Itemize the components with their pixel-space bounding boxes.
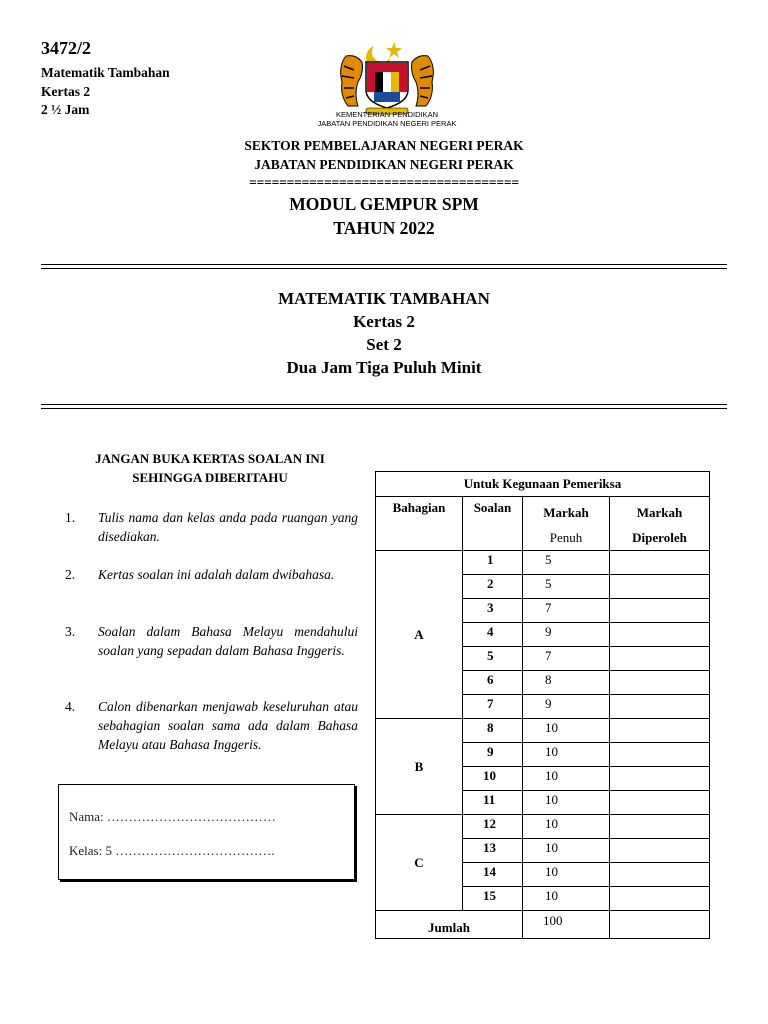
full-marks: 10	[523, 815, 610, 839]
divider	[41, 264, 727, 265]
paper-duration: Dua Jam Tiga Puluh Minit	[286, 358, 482, 377]
marks-obtained-cell[interactable]	[610, 551, 710, 575]
full-marks: 10	[523, 719, 610, 743]
year-title: TAHUN 2022	[333, 218, 435, 238]
instruction-item	[65, 508, 358, 546]
full-marks: 7	[523, 599, 610, 623]
warning-line-2: SEHINGGA DIBERITAHU	[132, 470, 288, 485]
divider	[41, 408, 727, 409]
marks-obtained-cell[interactable]	[610, 815, 710, 839]
marks-obtained-cell[interactable]	[610, 647, 710, 671]
sector-line-2: JABATAN PENDIDIKAN NEGERI PERAK	[254, 157, 514, 172]
total-full-marks: 100	[523, 911, 610, 939]
subject-info	[41, 64, 170, 120]
paper-number: Kertas 2	[41, 83, 91, 99]
paper-number-title: Kertas 2	[353, 312, 415, 331]
question-number: 9	[463, 743, 523, 767]
question-number: 15	[463, 887, 523, 911]
marks-obtained-cell[interactable]	[610, 671, 710, 695]
marks-obtained-cell[interactable]	[610, 743, 710, 767]
marks-obtained-cell[interactable]	[610, 719, 710, 743]
full-marks: 9	[523, 695, 610, 719]
question-number: 10	[463, 767, 523, 791]
divider	[41, 268, 727, 269]
question-number: 8	[463, 719, 523, 743]
question-number: 5	[463, 647, 523, 671]
sector-line-1: SEKTOR PEMBELAJARAN NEGERI PERAK	[244, 138, 524, 153]
marks-obtained-cell[interactable]	[610, 863, 710, 887]
instruction-number: 2.	[65, 567, 76, 582]
col-header-bahagian: Bahagian	[376, 497, 463, 551]
instruction-number: 1.	[65, 510, 76, 525]
instruction-text: Kertas soalan ini adalah dalam dwibahasa.	[98, 567, 335, 582]
marks-obtained-cell[interactable]	[610, 599, 710, 623]
instruction-text: Calon dibenarkan menjawab keseluruhan atau sebahagian soalan sama ada dalam Bahasa Melayu atau Bahasa Inggeris.	[98, 699, 358, 752]
full-marks: 10	[523, 887, 610, 911]
col-header-soalan: Soalan	[463, 497, 523, 551]
question-number: 11	[463, 791, 523, 815]
duration-short: 2 ½ Jam	[41, 102, 90, 117]
section-label: B	[376, 719, 463, 815]
instruction-number: 3.	[65, 624, 76, 639]
separator-line: ====================================	[249, 175, 519, 190]
question-number: 13	[463, 839, 523, 863]
marks-obtained-cell[interactable]	[610, 695, 710, 719]
crest-caption-line2: JABATAN PENDIDIKAN NEGERI PERAK	[317, 119, 457, 128]
full-marks: 9	[523, 623, 610, 647]
marks-obtained-cell[interactable]	[610, 575, 710, 599]
full-marks: 10	[523, 863, 610, 887]
examiner-table	[375, 471, 710, 939]
full-marks: 10	[523, 791, 610, 815]
paper-set: Set 2	[366, 335, 402, 354]
col-header-markah-diperoleh: Markah Diperoleh	[610, 497, 710, 551]
warning-line-1: JANGAN BUKA KERTAS SOALAN INI	[95, 451, 325, 466]
divider	[41, 404, 727, 405]
coat-of-arms-logo	[324, 36, 450, 116]
full-marks: 10	[523, 767, 610, 791]
examiner-table-title: Untuk Kegunaan Pemeriksa	[376, 472, 710, 497]
instruction-text: Soalan dalam Bahasa Melayu mendahului soalan yang sepadan dalam Bahasa Inggeris.	[98, 624, 358, 658]
full-marks: 10	[523, 743, 610, 767]
crest-caption-line1: KEMENTERIAN PENDIDIKAN	[335, 110, 439, 119]
total-label: Jumlah	[376, 911, 523, 939]
full-marks: 7	[523, 647, 610, 671]
section-label: C	[376, 815, 463, 911]
marks-obtained-cell[interactable]	[610, 767, 710, 791]
marks-obtained-cell[interactable]	[610, 623, 710, 647]
instruction-item	[65, 622, 358, 660]
question-number: 3	[463, 599, 523, 623]
candidate-info-box	[58, 784, 355, 880]
question-number: 7	[463, 695, 523, 719]
section-label: A	[376, 551, 463, 719]
paper-subject: MATEMATIK TAMBAHAN	[278, 289, 490, 308]
instruction-item	[65, 697, 358, 754]
full-marks: 8	[523, 671, 610, 695]
marks-obtained-cell[interactable]	[610, 839, 710, 863]
crest-caption	[290, 110, 484, 128]
question-number: 12	[463, 815, 523, 839]
instruction-item	[65, 565, 358, 584]
question-number: 2	[463, 575, 523, 599]
paper-code: 3472/2	[41, 38, 92, 58]
question-number: 14	[463, 863, 523, 887]
question-number: 4	[463, 623, 523, 647]
instruction-number: 4.	[65, 699, 76, 714]
marks-obtained-cell[interactable]	[610, 791, 710, 815]
class-field[interactable]: Kelas: 5 ……………………………….	[69, 843, 275, 858]
name-field[interactable]: Nama: …………………………………	[69, 809, 276, 824]
question-number: 6	[463, 671, 523, 695]
full-marks: 5	[523, 551, 610, 575]
instruction-text: Tulis nama dan kelas anda pada ruangan yang disediakan.	[98, 510, 358, 544]
full-marks: 10	[523, 839, 610, 863]
full-marks: 5	[523, 575, 610, 599]
col-header-markah-penuh: Markah Penuh	[523, 497, 610, 551]
marks-obtained-cell[interactable]	[610, 887, 710, 911]
module-title: MODUL GEMPUR SPM	[289, 194, 479, 214]
question-number: 1	[463, 551, 523, 575]
subject-name: Matematik Tambahan	[41, 65, 170, 80]
total-marks-obtained-cell[interactable]	[610, 911, 710, 939]
